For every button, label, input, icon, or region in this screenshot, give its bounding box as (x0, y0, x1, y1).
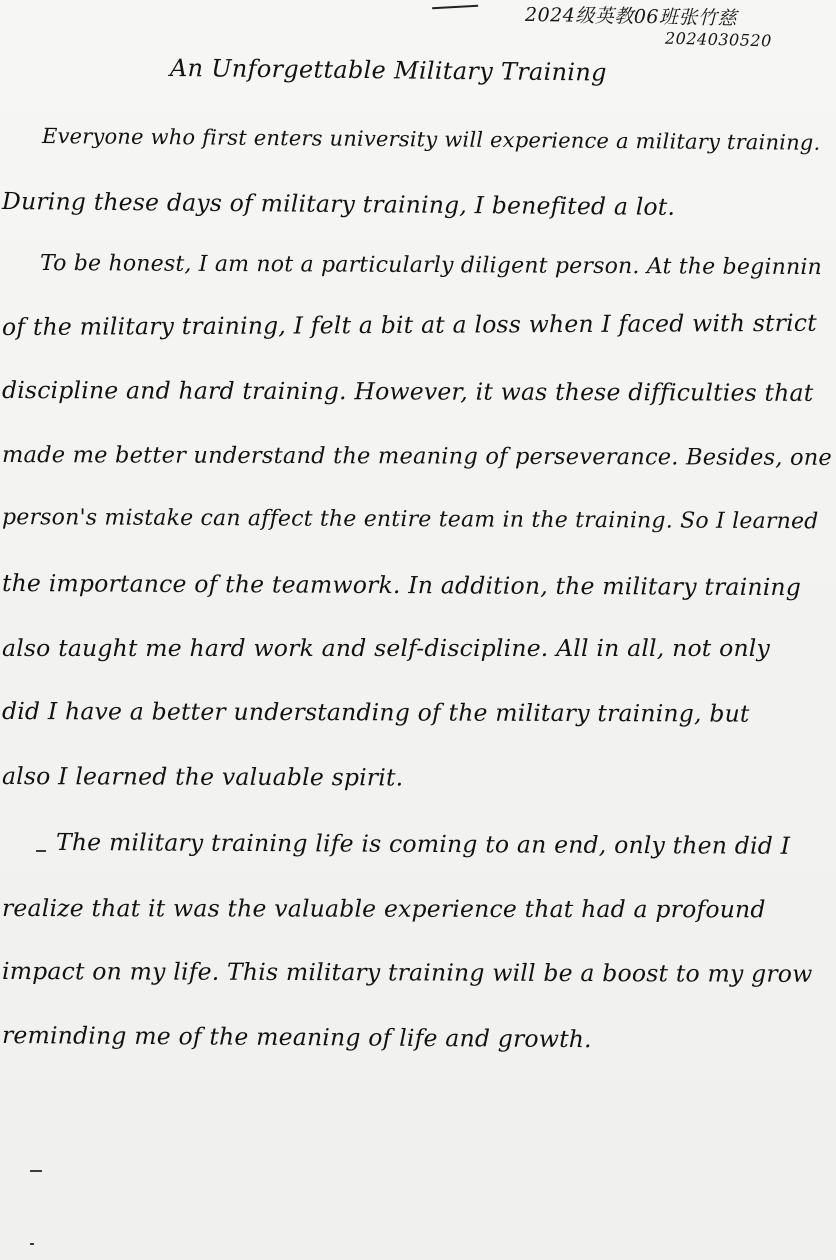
essay-line: did I have a better understanding of the military training, but (1, 697, 750, 728)
essay-line: During these days of military training, I benefited a lot. (1, 187, 676, 221)
essay-line: To be honest, I am not a particularly diligent person. At the beginnin (39, 251, 823, 281)
essay-line: of the military training, I felt a bit at a loss when I faced with strict (1, 308, 817, 341)
paragraph-dash-mark (36, 850, 46, 852)
top-scribble-mark (432, 0, 478, 9)
stray-pen-dot (30, 1243, 34, 1245)
student-id: 2024030520 (664, 28, 773, 51)
class-and-name: 2024级英教06班张竹慈 (525, 3, 738, 30)
essay-line: The military training life is coming to an end, only then did I (55, 828, 791, 860)
essay-line: reminding me of the meaning of life and growth. (1, 1021, 592, 1054)
stray-pen-mark (30, 1170, 42, 1172)
essay-line: the importance of the teamwork. In addition, the military training (1, 569, 802, 602)
essay-line: Everyone who first enters university will experience a military training. (41, 124, 821, 155)
essay-line: realize that it was the valuable experience that had a profound (1, 894, 766, 924)
essay-line: discipline and hard training. However, it was these difficulties that (1, 376, 814, 407)
essay-title: An Unforgettable Military Training (169, 54, 607, 87)
essay-line: person's mistake can affect the entire team in the training. So I learned (1, 505, 819, 535)
student-info (525, 2, 772, 49)
essay-line: made me better understand the meaning of perseverance. Besides, one (1, 442, 832, 471)
essay-line: impact on my life. This military training will be a boost to my grow (1, 957, 813, 988)
essay-line: also I learned the valuable spirit. (1, 762, 404, 792)
essay-line: also taught me hard work and self-discipline. All in all, not only (2, 634, 770, 662)
